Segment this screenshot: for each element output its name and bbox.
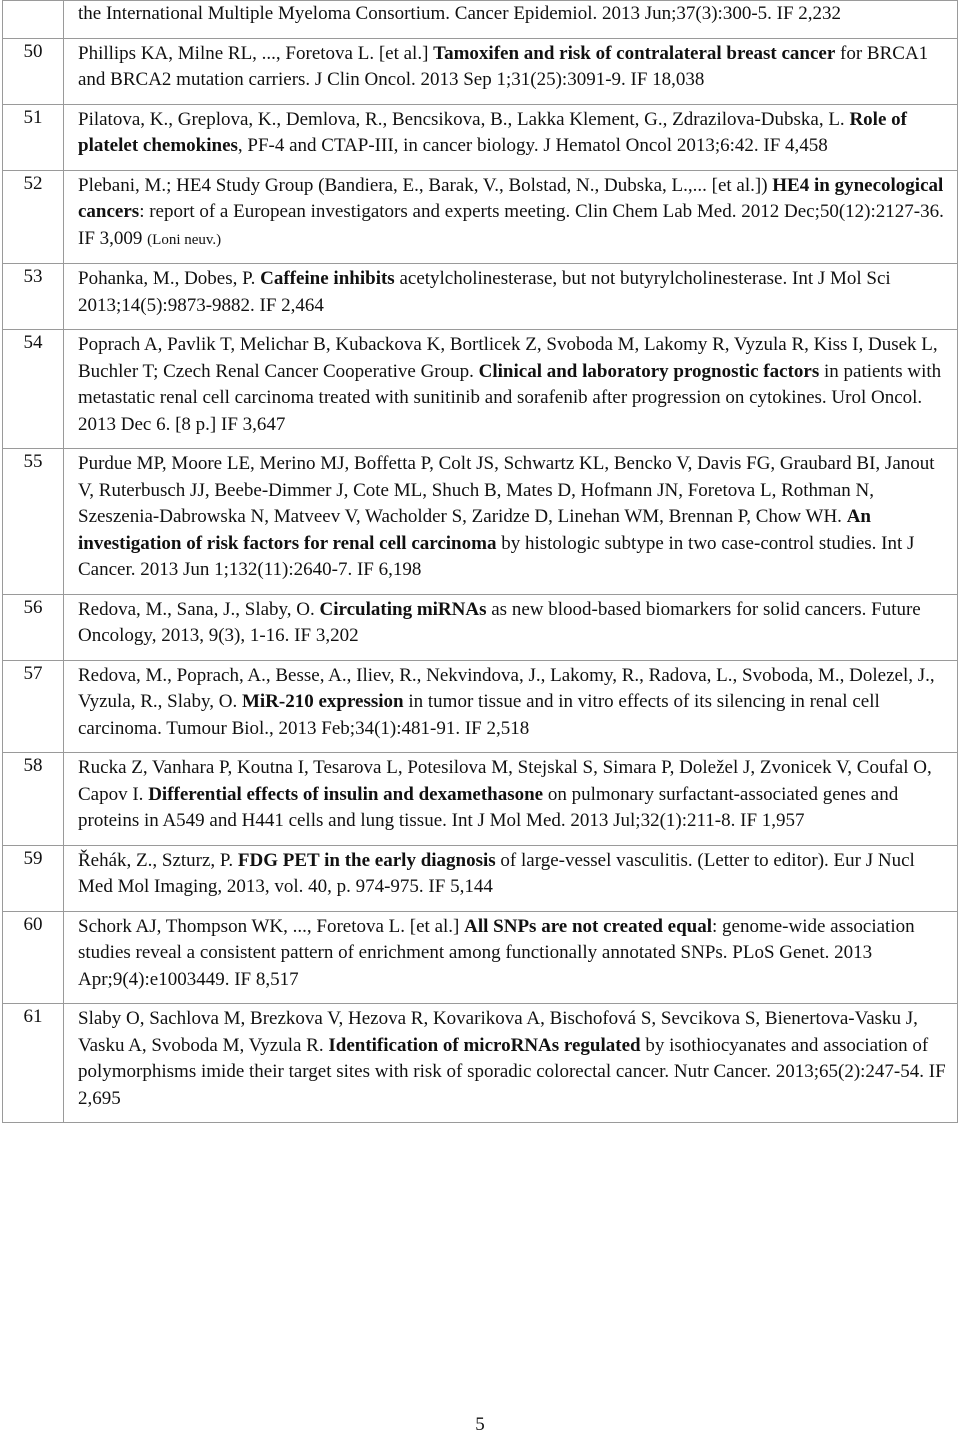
citation-segment: Plebani, M.; HE4 Study Group (Bandiera, E., Barak, V., Bolstad, N., Dubska, L.,... [et al.]) <box>78 174 773 196</box>
entry-number: 60 <box>3 911 64 1004</box>
citation-segment: Purdue MP, Moore LE, Merino MJ, Boffetta P, Colt JS, Schwartz KL, Bencko V, Davis FG, Graubard BI, Janout V, Ruterbusch JJ, Beebe-Dimmer J, Cote ML, Shuch B, Mates D, Hofmann JN, Foretova L, Rothman N, Szeszenia-Dabrowska N, Matveev V, Wacholder S, Zaridze D, Linehan WM, Brennan P, Chow WH. <box>78 453 935 527</box>
publication-rows <box>3 1 958 1123</box>
citation-segment: (Loni neuv.) <box>147 231 222 248</box>
citation-title: All SNPs are not created equal <box>464 915 712 937</box>
entry-number: 57 <box>3 660 64 753</box>
citation-segment: Rucka Z, Vanhara P, Koutna I, Tesarova L, Potesilova M, Stejskal S, Simara P, Doležel J, Zvonicek V, Coufal O, Capov I. <box>78 757 932 805</box>
citation-title: MiR-210 expression <box>241 691 404 712</box>
citation-title: HE4 in gynecological cancers <box>78 174 944 222</box>
entry-number <box>3 1 64 39</box>
citation-text <box>64 845 958 911</box>
publication-row <box>3 753 958 846</box>
citation-title: An investigation of risk factors for renal cell carcinoma <box>78 506 871 554</box>
publication-row <box>3 264 958 330</box>
citation-text <box>64 660 958 753</box>
citation-text <box>64 594 958 660</box>
citation-segment: : report of a European investigators and experts meeting. Clin Chem Lab Med. 2012 Dec;50(12):2127-36. IF 3,009 <box>78 201 944 249</box>
citation-title: Identification of microRNAs regulated <box>328 1034 641 1056</box>
citation-text <box>64 104 958 170</box>
citation-text <box>64 1004 958 1123</box>
citation-text <box>64 449 958 595</box>
citation-title: Differential effects of insulin and dexamethasone <box>148 783 544 805</box>
citation-title: Tamoxifen and risk of contralateral breast cancer <box>433 42 836 64</box>
entry-number: 53 <box>3 264 64 330</box>
publication-row <box>3 104 958 170</box>
citation-segment: on pulmonary surfactant-associated genes and proteins in A549 and H441 cells and lung tissue. Int J Mol Med. 2013 Jul;32(1):211-8. IF 1,957 <box>78 783 899 831</box>
publication-row <box>3 1004 958 1123</box>
citation-segment: Řehák, Z., Szturz, P. <box>78 849 238 871</box>
citation-segment: the International Multiple Myeloma Consortium. Cancer Epidemiol. 2013 Jun;37(3):300-5. IF 2,232 <box>78 3 842 24</box>
entry-number: 56 <box>3 594 64 660</box>
citation-segment: Redova, M., Poprach, A., Besse, A., Iliev, R., Nekvindova, J., Lakomy, R., Radova, L., Svoboda, M., Dolezel, J., Vyzula, R., Slaby, O. <box>78 664 935 712</box>
citation-segment: Redova, M., Sana, J., Slaby, O. <box>78 598 320 620</box>
entry-number: 52 <box>3 170 64 264</box>
citation-segment: for BRCA1 and BRCA2 mutation carriers. J Clin Oncol. 2013 Sep 1;31(25):3091-9. IF 18,038 <box>78 42 929 90</box>
publication-row <box>3 330 958 449</box>
publication-row <box>3 660 958 753</box>
page-number: 5 <box>475 1414 485 1435</box>
citation-segment: Schork AJ, Thompson WK, ..., Foretova L. [et al.] <box>78 915 465 937</box>
publication-row <box>3 594 958 660</box>
citation-segment: acetylcholinesterase, but not butyrylcholinesterase. Int J Mol Sci 2013;14(5):9873-9882. IF 2,464 <box>78 268 891 316</box>
citation-text <box>64 911 958 1004</box>
citation-title: Role of platelet chemokines <box>78 108 907 156</box>
entry-number: 59 <box>3 845 64 911</box>
citation-segment: in patients with metastatic renal cell carcinoma treated with sunitinib and sorafenib after progression on cytokines. Urol Oncol. 2013 Dec 6. [8 p.] IF 3,647 <box>78 360 942 435</box>
entry-number: 54 <box>3 330 64 449</box>
citation-segment: by histologic subtype in two case-control studies. Int J Cancer. 2013 Jun 1;132(11):2640-7. IF 6,198 <box>78 532 915 580</box>
entry-number: 50 <box>3 38 64 104</box>
entry-number: 58 <box>3 753 64 846</box>
publication-row <box>3 1 958 39</box>
citation-title: Clinical and laboratory prognostic factors <box>478 360 820 382</box>
citation-text <box>64 753 958 846</box>
citation-segment: , PF-4 and CTAP-III, in cancer biology. J Hematol Oncol 2013;6:42. IF 4,458 <box>237 135 828 156</box>
citation-text <box>64 170 958 264</box>
citation-segment: Phillips KA, Milne RL, ..., Foretova L. [et al.] <box>78 42 434 64</box>
citation-segment: Pohanka, M., Dobes, P. <box>78 268 261 289</box>
publication-row <box>3 911 958 1004</box>
entry-number: 55 <box>3 449 64 595</box>
citation-title: FDG PET in the early diagnosis <box>237 849 496 871</box>
citation-text <box>64 38 958 104</box>
citation-segment: as new blood-based biomarkers for solid cancers. Future Oncology, 2013, 9(3), 1-16. IF 3,202 <box>78 598 921 646</box>
citation-segment: in tumor tissue and in vitro effects of its silencing in renal cell carcinoma. Tumour Biol., 2013 Feb;34(1):481-91. IF 2,518 <box>78 691 880 739</box>
publication-row <box>3 38 958 104</box>
publication-table <box>2 0 958 1123</box>
citation-segment: Poprach A, Pavlik T, Melichar B, Kubackova K, Bortlicek Z, Svoboda M, Lakomy R, Vyzula R, Kiss I, Dusek L, Buchler T; Czech Renal Cancer Cooperative Group. <box>78 334 938 382</box>
publication-row <box>3 845 958 911</box>
citation-segment: : genome-wide association studies reveal a consistent pattern of enrichment among functionally annotated SNPs. PLoS Genet. 2013 Apr;9(4):e1003449. IF 8,517 <box>78 915 915 990</box>
citation-segment: by isothiocyanates and association of polymorphisms imide their target sites with risk of sporadic colorectal cancer. Nutr Cancer. 2013;65(2):247-54. IF 2,695 <box>78 1034 946 1109</box>
citation-segment: Slaby O, Sachlova M, Brezkova V, Hezova R, Kovarikova A, Bischofová S, Sevcikova S, Bienertova-Vasku J, Vasku A, Svoboda M, Vyzula R. <box>78 1008 918 1056</box>
entry-number: 61 <box>3 1004 64 1123</box>
citation-text <box>64 330 958 449</box>
citation-text <box>64 264 958 330</box>
publication-row <box>3 170 958 264</box>
citation-segment: of large-vessel vasculitis. (Letter to editor). Eur J Nucl Med Mol Imaging, 2013, vol. 40, p. 974-975. IF 5,144 <box>78 849 915 897</box>
citation-segment: Pilatova, K., Greplova, K., Demlova, R., Bencsikova, B., Lakka Klement, G., Zdrazilova-Dubska, L. <box>78 108 850 130</box>
citation-text <box>64 1 958 39</box>
publication-row <box>3 449 958 595</box>
entry-number: 51 <box>3 104 64 170</box>
citation-title: Caffeine inhibits <box>260 268 395 289</box>
citation-title: Circulating miRNAs <box>319 598 487 620</box>
